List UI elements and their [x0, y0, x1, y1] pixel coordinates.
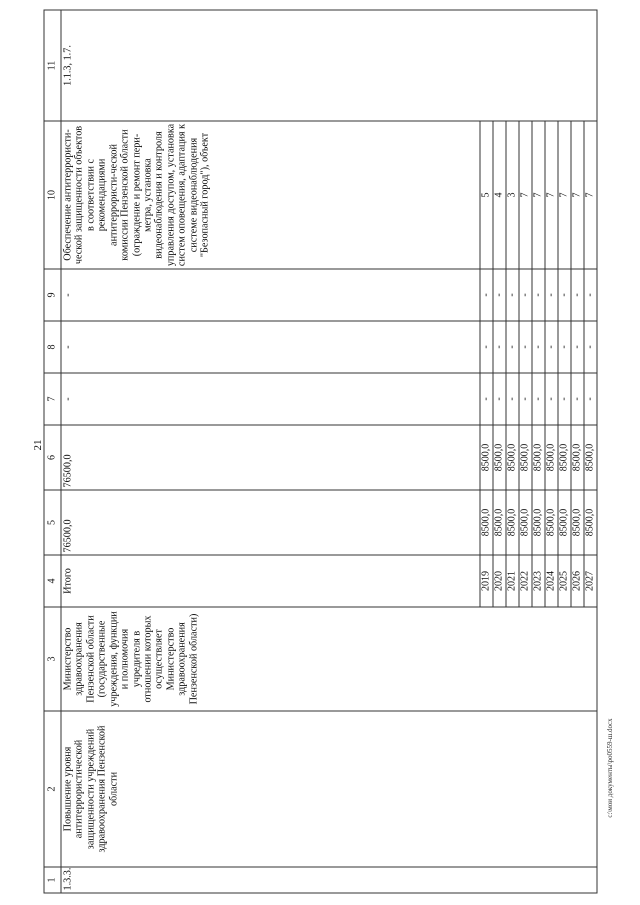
year-col8-cell: -: [493, 321, 506, 373]
cell-total-all: 76500,0: [61, 490, 480, 555]
year-col8-cell: -: [558, 321, 571, 373]
year-col8-cell: -: [480, 321, 493, 373]
year-regional-cell: 8500,0: [545, 425, 558, 490]
year-col8-cell: -: [571, 321, 584, 373]
header-col-1: 1: [44, 867, 61, 893]
cell-total-col7: -: [61, 373, 480, 425]
header-col-7: 7: [44, 373, 61, 425]
year-indicator-cell: 4: [493, 121, 506, 269]
header-col-4: 4: [44, 555, 61, 607]
footer-path: c:\мои документы\ро0559-ш.docx: [606, 718, 614, 818]
year-cell: 2019: [480, 555, 493, 607]
header-col-5: 5: [44, 490, 61, 555]
year-indicator-cell: 3: [506, 121, 519, 269]
year-indicator-cell: 7: [519, 121, 532, 269]
year-total-cell: 8500,0: [519, 490, 532, 555]
year-indicator-cell: 7: [545, 121, 558, 269]
header-col-2: 2: [44, 711, 61, 867]
main-row: [61, 10, 480, 893]
program-table: [44, 10, 598, 894]
header-col-6: 6: [44, 425, 61, 490]
year-col9-cell: -: [519, 269, 532, 321]
year-col9-cell: -: [584, 269, 597, 321]
cell-total-col9: -: [61, 269, 480, 321]
year-regional-cell: 8500,0: [571, 425, 584, 490]
year-col7-cell: -: [584, 373, 597, 425]
year-col9-cell: -: [558, 269, 571, 321]
year-col9-cell: -: [532, 269, 545, 321]
year-col7-cell: -: [532, 373, 545, 425]
year-cell: 2020: [493, 555, 506, 607]
page-number: 21: [32, 439, 44, 451]
year-cell: 2024: [545, 555, 558, 607]
header-row: [44, 10, 61, 893]
year-cell: 2026: [571, 555, 584, 607]
cell-activity: Повышение уровня антитеррористической защищенности учреждений здравоохранения Пензенской области: [61, 711, 597, 867]
year-regional-cell: 8500,0: [506, 425, 519, 490]
year-col7-cell: -: [519, 373, 532, 425]
year-total-cell: 8500,0: [506, 490, 519, 555]
header-col-11: 11: [44, 10, 61, 121]
year-col7-cell: -: [571, 373, 584, 425]
cell-number: 1.3.3.: [61, 867, 597, 893]
year-col9-cell: -: [506, 269, 519, 321]
year-col8-cell: -: [519, 321, 532, 373]
cell-executor: Министерство здравоохранения Пензенской области (государственные учреждения, функции и полномочия учредителя в отношении которых осуществляет Министерство здравоохранения Пензенской области): [61, 607, 597, 711]
year-total-cell: 8500,0: [545, 490, 558, 555]
year-cell: 2022: [519, 555, 532, 607]
year-col9-cell: -: [480, 269, 493, 321]
year-col9-cell: -: [571, 269, 584, 321]
year-cell: 2025: [558, 555, 571, 607]
year-indicator-cell: 5: [480, 121, 493, 269]
year-cell: 2023: [532, 555, 545, 607]
year-indicator-cell: 7: [584, 121, 597, 269]
year-col7-cell: -: [506, 373, 519, 425]
year-col9-cell: -: [545, 269, 558, 321]
year-indicator-cell: 7: [558, 121, 571, 269]
table-container: [44, 11, 598, 894]
cell-links: 1.1.3, 1.7.: [61, 10, 597, 121]
year-total-cell: 8500,0: [532, 490, 545, 555]
year-indicator-cell: 7: [532, 121, 545, 269]
cell-period-total: Итого: [61, 555, 480, 607]
year-col7-cell: -: [480, 373, 493, 425]
year-col8-cell: -: [532, 321, 545, 373]
year-total-cell: 8500,0: [584, 490, 597, 555]
year-cell: 2021: [506, 555, 519, 607]
header-col-3: 3: [44, 607, 61, 711]
year-regional-cell: 8500,0: [532, 425, 545, 490]
year-total-cell: 8500,0: [571, 490, 584, 555]
year-total-cell: 8500,0: [493, 490, 506, 555]
year-col7-cell: -: [493, 373, 506, 425]
year-regional-cell: 8500,0: [493, 425, 506, 490]
cell-total-col8: -: [61, 321, 480, 373]
year-regional-cell: 8500,0: [519, 425, 532, 490]
header-col-9: 9: [44, 269, 61, 321]
cell-total-regional: 76500,0: [61, 425, 480, 490]
header-col-8: 8: [44, 321, 61, 373]
year-col9-cell: -: [493, 269, 506, 321]
year-indicator-cell: 7: [571, 121, 584, 269]
year-regional-cell: 8500,0: [480, 425, 493, 490]
year-col8-cell: -: [545, 321, 558, 373]
year-cell: 2027: [584, 555, 597, 607]
header-col-10: 10: [44, 121, 61, 269]
year-total-cell: 8500,0: [558, 490, 571, 555]
year-col8-cell: -: [506, 321, 519, 373]
year-regional-cell: 8500,0: [558, 425, 571, 490]
cell-indicator: Обеспечение антитеррористи-ческой защищенности объектов в соответствии с рекомендациями антитеррористи-ческой комиссии Пензенской области (ограждение и ремонт пери-метра, установка видеонаблюдения и контроля управления доступом, установка систем оповещения, адаптация к системе видеонаблюдения "Безопасный город"), объект: [61, 121, 480, 269]
year-col7-cell: -: [545, 373, 558, 425]
year-total-cell: 8500,0: [480, 490, 493, 555]
year-col7-cell: -: [558, 373, 571, 425]
year-regional-cell: 8500,0: [584, 425, 597, 490]
year-col8-cell: -: [584, 321, 597, 373]
